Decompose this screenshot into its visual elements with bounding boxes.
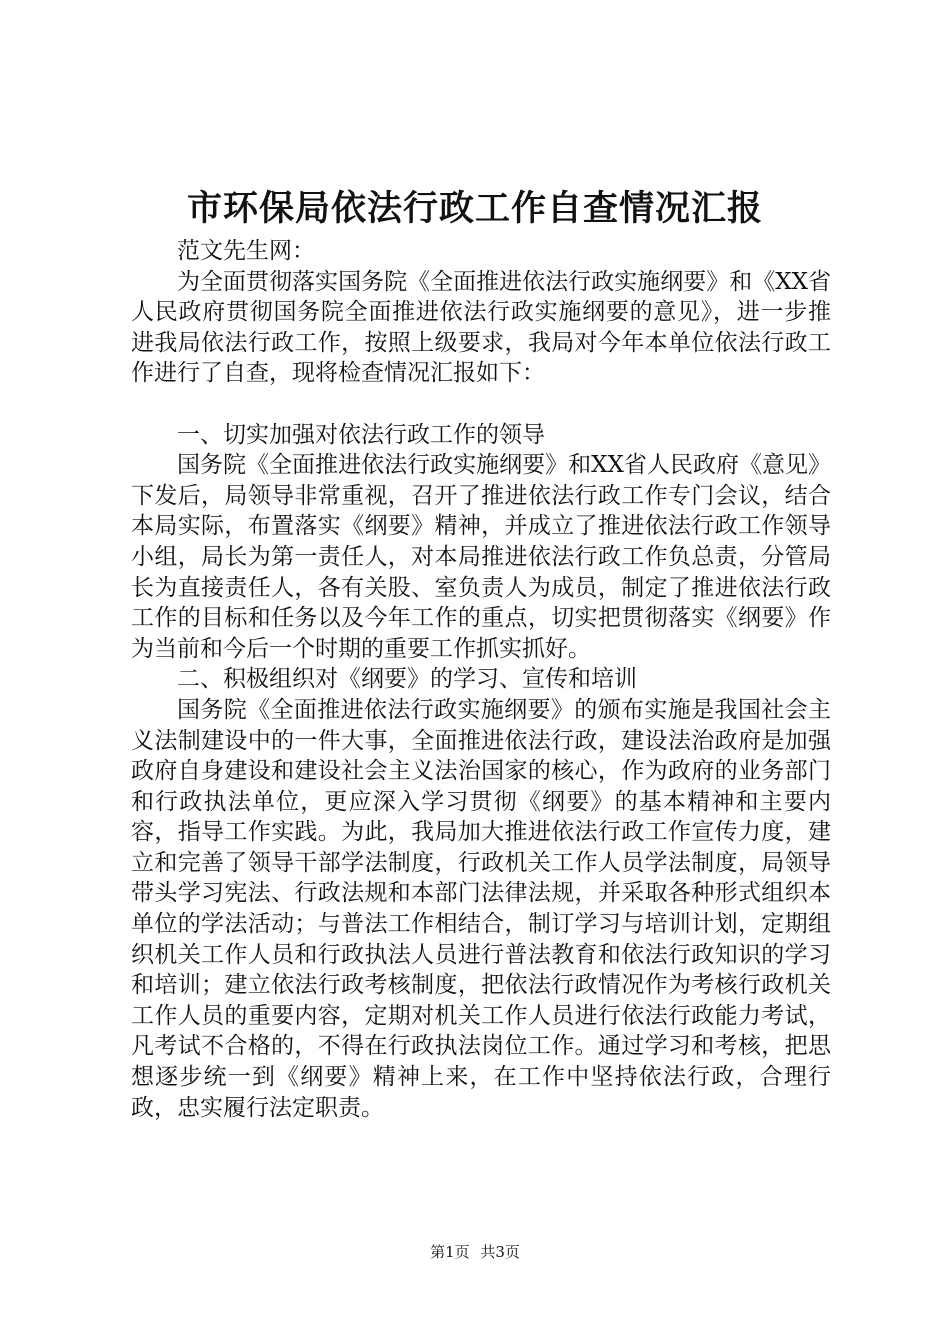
intro-paragraph: 为全面贯彻落实国务院《全面推进依法行政实施纲要》和《XX省人民政府贯彻国务院全面推进依法行政实施纲要的意见》，进一步推进我局依法行政工作，按照上级要求，我局对今年本单位依法行政工作进行了自查，现将检查情况汇报如下： (131, 268, 831, 387)
section-body: 国务院《全面推进依法行政实施纲要》的颁布实施是我国社会主义法制建设中的一件大事，全面推进依法行政，建设法治政府是加强政府自身建设和建设社会主义法治国家的核心，作为政府的业务部门和行政执法单位，更应深入学习贯彻《纲要》的基本精神和主要内容，指导工作实践。为此，我局加大推进依法行政工作宣传力度，建立和完善了领导干部学法制度，行政机关工作人员学法制度，局领导带头学习宪法、行政法规和本部门法律法规，并采取各种形式组织本单位的学法活动；与普法工作相结合，制订学习与培训计划，定期组织机关工作人员和行政执法人员进行普法教育和依法行政知识的学习和培训；建立依法行政考核制度，把依法行政情况作为考核行政机关工作人员的重要内容，定期对机关工作人员进行依法行政能力考试，凡考试不合格的，不得在行政执法岗位工作。通过学习和考核，把思想逐步统一到《纲要》精神上来，在工作中坚持依法行政，合理行政，忠实履行法定职责。 (131, 696, 831, 1121)
page-footer (0, 1242, 950, 1262)
document-body (131, 236, 831, 1123)
source-line: 范文先生网： (177, 238, 315, 264)
section-heading: 二、积极组织对《纲要》的学习、宣传和培训 (177, 666, 637, 693)
page-number: 第1页 (430, 1243, 470, 1261)
blank-line (131, 389, 831, 420)
page-total: 共3页 (480, 1243, 520, 1261)
section-heading: 一、切实加强对依法行政工作的领导 (177, 421, 545, 448)
document-title: 市环保局依法行政工作自查情况汇报 (186, 188, 763, 229)
section-body: 国务院《全面推进依法行政实施纲要》和XX省人民政府《意见》下发后，局领导非常重视，召开了推进依法行政工作专门会议，结合本局实际，布置落实《纲要》精神，并成立了推进依法行政工作领导小组，局长为第一责任人，对本局推进依法行政工作负总责，分管局长为直接责任人，各有关股、室负责人为成员，制定了推进依法行政工作的目标和任务以及今年工作的重点，切实把贯彻落实《纲要》作为当前和今后一个时期的重要工作抓实抓好。 (131, 452, 831, 662)
